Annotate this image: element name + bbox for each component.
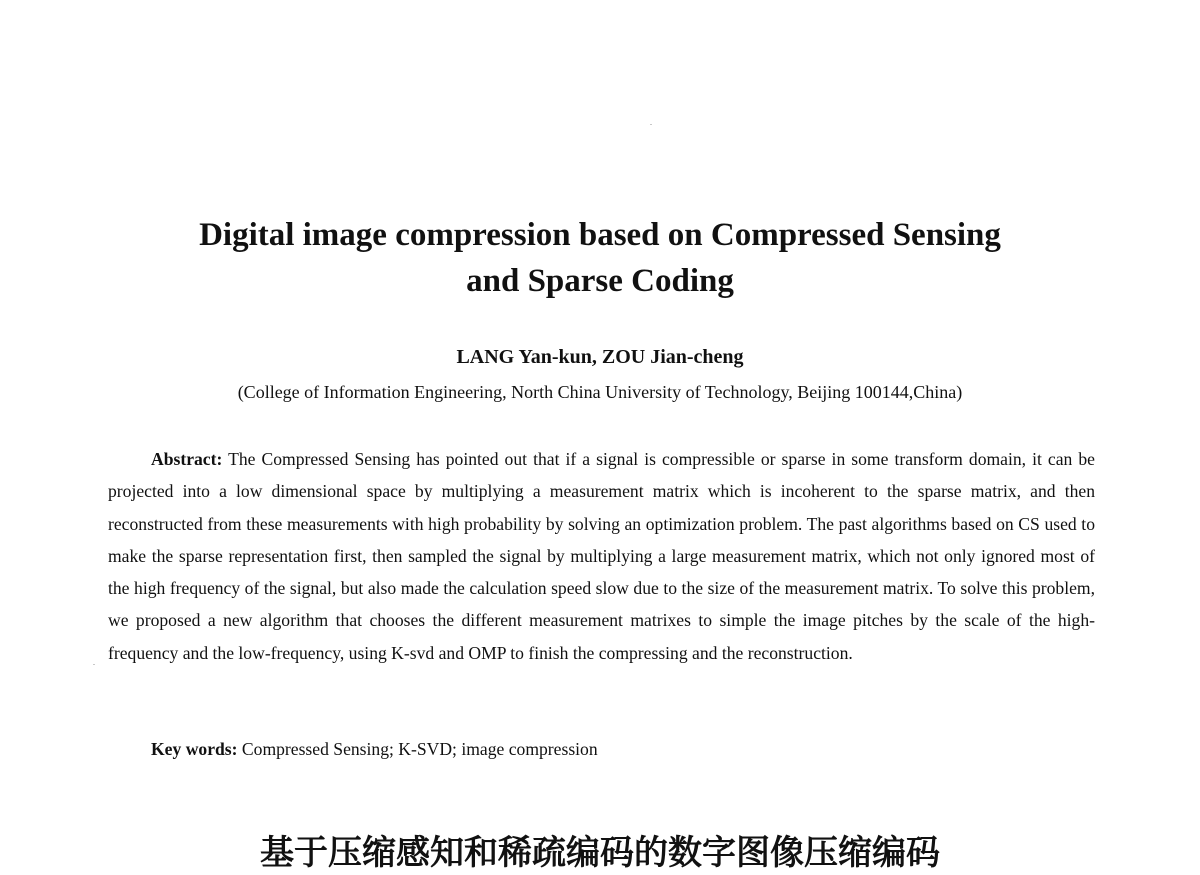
abstract-label: Abstract:: [151, 449, 223, 469]
affiliation: (College of Information Engineering, North China University of Technology, Beijing 100144,China): [237, 382, 963, 402]
author-list: LANG Yan-kun, ZOU Jian-cheng: [456, 346, 744, 368]
scan-speck: [650, 124, 652, 125]
chinese-title: 基于压缩感知和稀疏编码的数字图像压缩编码: [260, 833, 940, 873]
keywords-text: Compressed Sensing; K-SVD; image compression: [241, 739, 598, 759]
abstract-paragraph: [108, 443, 1095, 669]
keywords-label: Key words:: [151, 739, 238, 759]
keywords-line: [151, 734, 1091, 764]
abstract-text: The Compressed Sensing has pointed out that if a signal is compressible or sparse in some transform domain, it can be projected into a low dimensional space by multiplying a measurement matrix which is incoherent to the sparse matrix, and then reconstructed from these measurements with high probability by solving an optimization problem. The past algorithms based on CS used to make the sparse representation first, then sampled the signal by multiplying a large measurement matrix, which not only ignored most of the high frequency of the signal, but also made the calculation speed slow due to the size of the measurement matrix. To solve this problem, we proposed a new algorithm that chooses the different measurement matrixes to simple the image pitches by the scale of the high-frequency and the low-frequency, using K-svd and OMP to finish the compressing and the reconstruction.: [108, 449, 1095, 663]
paper-title-line-2: and Sparse Coding: [466, 263, 734, 299]
paper-title-line-1: Digital image compression based on Compressed Sensing: [199, 217, 1001, 253]
scan-speck: [93, 664, 95, 665]
paper-title: [100, 212, 1100, 304]
